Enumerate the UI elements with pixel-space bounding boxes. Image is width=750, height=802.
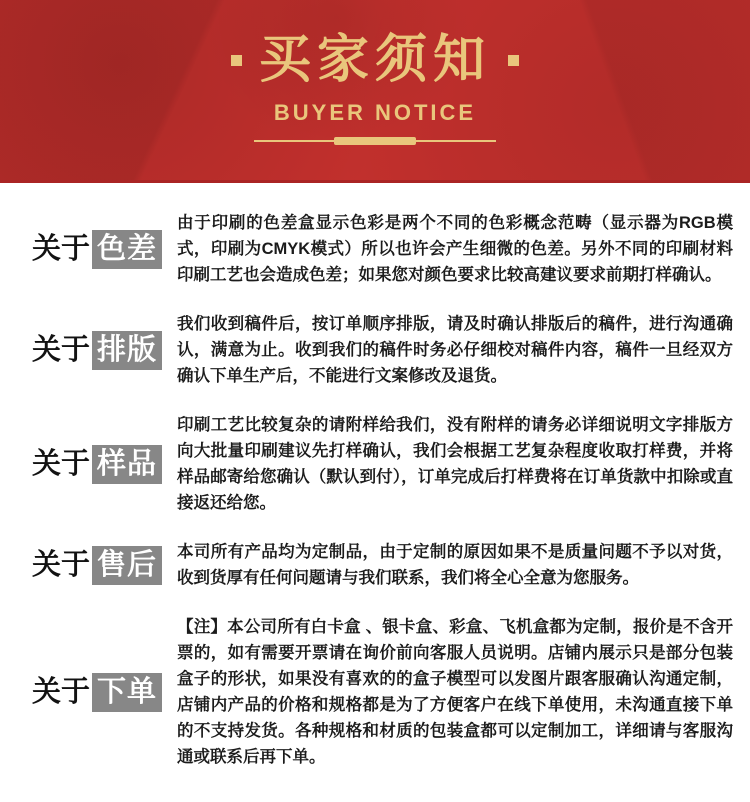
section-label-tag: 下单 (92, 673, 162, 712)
section-label (32, 546, 177, 585)
section-label (32, 230, 177, 269)
section-label-prefix: 关于 (32, 675, 91, 708)
title-divider (254, 137, 496, 145)
section-label-prefix: 关于 (32, 232, 91, 265)
section-ordering (32, 614, 733, 770)
section-label-prefix: 关于 (32, 333, 91, 366)
header-banner (0, 0, 750, 183)
divider-center-bar (334, 137, 416, 145)
divider-line-right (416, 140, 496, 142)
section-paragraph: 【注】本公司所有白卡盒 、银卡盒、彩盒、飞机盒都为定制，报价是不含开票的，如有需要开票请在询价前向客服人员说明。店铺内展示只是部分包装盒子的形状，如果没有喜欢的的盒子模型可以发图片跟客服确认沟通定制，店铺内产品的价格和规格都是为了方便客户在线下单使用，未沟通直接下单的不支持发货。各种规格和材质的包装盒都可以定制加工，详细请与客服沟通或联系后再下单。 (177, 618, 733, 766)
title-row (231, 33, 519, 88)
section-typesetting (32, 311, 733, 389)
section-color-difference (32, 210, 733, 288)
section-label-tag: 样品 (92, 445, 162, 484)
section-after-sales (32, 539, 733, 591)
page-title: 买家须知 (258, 31, 491, 89)
section-sample (32, 412, 733, 516)
section-paragraph: 由于印刷的色差盒显示色彩是两个不同的色彩概念范畴（显示器为RGB模式，印刷为CMYK模式）所以也许会产生细微的色差。另外不同的印刷材料印刷工艺也会造成色差；如果您对颜色要求比较高建议要求前期打样确认。 (177, 214, 733, 284)
section-label-tag: 色差 (92, 230, 162, 269)
section-paragraph: 本司所有产品均为定制品，由于定制的原因如果不是质量问题不予以对货，收到货厚有任何问题请与我们联系，我们将全心全意为您服务。 (177, 543, 733, 587)
section-label (32, 331, 177, 370)
section-paragraph: 印刷工艺比较复杂的请附样给我们，没有附样的请务必详细说明文字排版方向大批量印刷建议先打样确认，我们会根据工艺复杂程度收取打样费，并将样品邮寄给您确认（默认到付），订单完成后打样费将在订单货款中扣除或直接返还给您。 (177, 416, 733, 512)
section-label-prefix: 关于 (32, 447, 91, 480)
section-label-prefix: 关于 (32, 548, 91, 581)
section-label-tag: 排版 (92, 331, 162, 370)
notice-sections (0, 183, 750, 770)
section-paragraph: 我们收到稿件后，按订单顺序排版，请及时确认排版后的稿件，进行沟通确认，满意为止。收到我们的稿件时务必仔细校对稿件内容，稿件一旦经双方确认下单生产后，不能进行文案修改及退货。 (177, 315, 733, 385)
section-label-tag: 售后 (92, 546, 162, 585)
title-dot-left-icon (231, 55, 242, 66)
divider-line-left (254, 140, 334, 142)
section-label (32, 673, 177, 712)
title-dot-right-icon (508, 55, 519, 66)
section-label (32, 445, 177, 484)
page-subtitle: BUYER NOTICE (273, 99, 477, 125)
